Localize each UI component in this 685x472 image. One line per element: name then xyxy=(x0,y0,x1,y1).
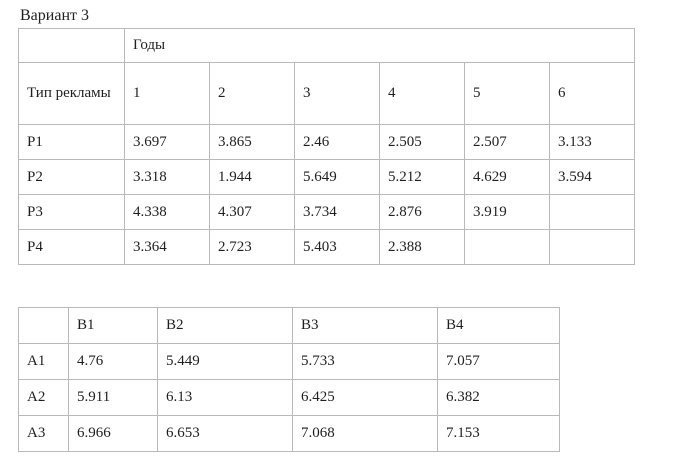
table-cell: 7.068 xyxy=(293,416,438,452)
table-cell: 3.919 xyxy=(465,195,550,230)
table-cell: 6.966 xyxy=(69,416,158,452)
table-cell: 5.403 xyxy=(295,230,380,265)
table-cell: 2.507 xyxy=(465,125,550,160)
type-header-cell: Тип рекламы xyxy=(19,63,125,125)
row-label: A2 xyxy=(19,380,69,416)
row-label: A3 xyxy=(19,416,69,452)
table-cell: 4.307 xyxy=(210,195,295,230)
column-header: B2 xyxy=(158,308,293,344)
years-group-header: Годы xyxy=(125,29,635,63)
table-cell xyxy=(550,230,635,265)
table-cell: 2.46 xyxy=(295,125,380,160)
year-column-header: 3 xyxy=(295,63,380,125)
table-cell: 7.153 xyxy=(438,416,560,452)
year-column-header: 5 xyxy=(465,63,550,125)
corner-cell xyxy=(19,308,69,344)
table-cell: 2.505 xyxy=(380,125,465,160)
page-title: Вариант 3 xyxy=(20,7,89,24)
year-column-header: 2 xyxy=(210,63,295,125)
advertising-years-table xyxy=(18,28,635,265)
table-row xyxy=(19,380,560,416)
row-label: P4 xyxy=(19,230,125,265)
table-row xyxy=(19,344,560,380)
table-cell: 2.723 xyxy=(210,230,295,265)
year-column-header: 1 xyxy=(125,63,210,125)
column-header: B4 xyxy=(438,308,560,344)
ab-matrix-table xyxy=(18,307,560,452)
table-row xyxy=(19,195,635,230)
table-cell: 3.318 xyxy=(125,160,210,195)
row-label: A1 xyxy=(19,344,69,380)
year-column-header: 4 xyxy=(380,63,465,125)
table-row xyxy=(19,230,635,265)
table-cell: 6.425 xyxy=(293,380,438,416)
column-header: B3 xyxy=(293,308,438,344)
table-cell: 6.13 xyxy=(158,380,293,416)
table-row xyxy=(19,63,635,125)
table-cell: 6.653 xyxy=(158,416,293,452)
table-cell: 3.594 xyxy=(550,160,635,195)
table-cell: 5.212 xyxy=(380,160,465,195)
table-cell: 5.911 xyxy=(69,380,158,416)
table-cell: 3.133 xyxy=(550,125,635,160)
table-cell: 6.382 xyxy=(438,380,560,416)
table-row xyxy=(19,416,560,452)
table-cell: 7.057 xyxy=(438,344,560,380)
table-cell: 4.76 xyxy=(69,344,158,380)
row-label: P2 xyxy=(19,160,125,195)
table-cell: 5.733 xyxy=(293,344,438,380)
table-cell: 3.734 xyxy=(295,195,380,230)
year-column-header: 6 xyxy=(550,63,635,125)
table-cell: 3.697 xyxy=(125,125,210,160)
table-cell: 2.388 xyxy=(380,230,465,265)
table-row xyxy=(19,160,635,195)
table-row xyxy=(19,125,635,160)
table-cell: 3.364 xyxy=(125,230,210,265)
table-cell: 4.338 xyxy=(125,195,210,230)
column-header: B1 xyxy=(69,308,158,344)
table-row xyxy=(19,29,635,63)
table-cell xyxy=(465,230,550,265)
table-cell: 3.865 xyxy=(210,125,295,160)
table-cell: 5.649 xyxy=(295,160,380,195)
row-label: P3 xyxy=(19,195,125,230)
table-cell: 4.629 xyxy=(465,160,550,195)
table-cell: 5.449 xyxy=(158,344,293,380)
table-row xyxy=(19,308,560,344)
table-cell: 1.944 xyxy=(210,160,295,195)
table-cell: 2.876 xyxy=(380,195,465,230)
corner-cell xyxy=(19,29,125,63)
row-label: P1 xyxy=(19,125,125,160)
table-cell xyxy=(550,195,635,230)
